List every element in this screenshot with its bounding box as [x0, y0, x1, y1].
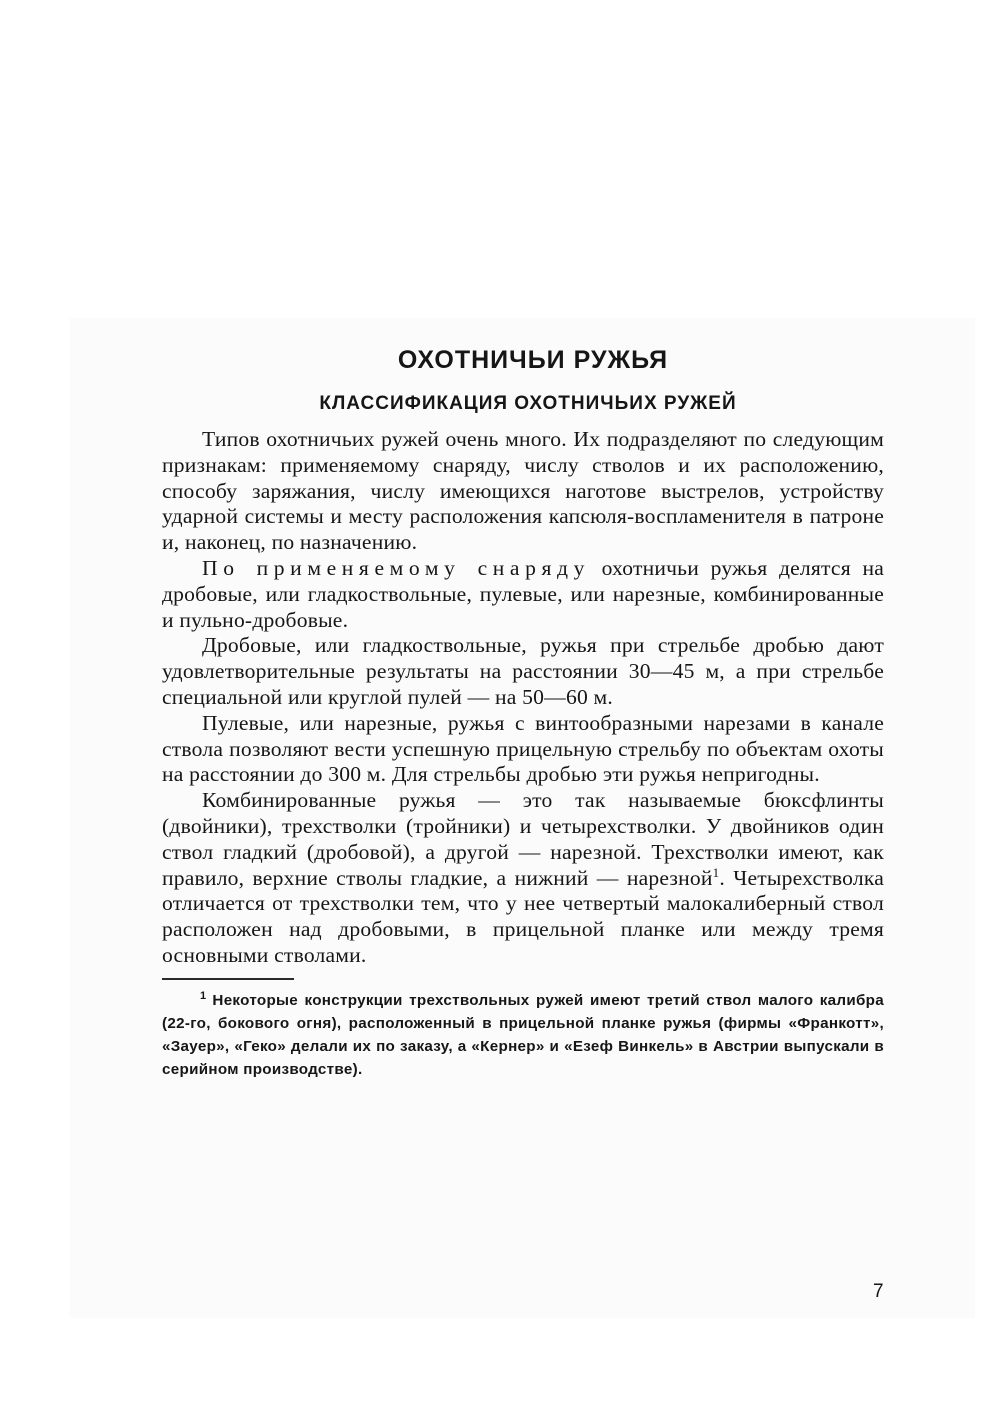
- page-number: 7: [873, 1281, 884, 1302]
- paragraph-2-text: охотничьи ружья делятся на дробовые, или гладкоствольные, пулевые, или нарезные, комбинированные и пульно-дробовые.: [162, 555, 885, 632]
- paragraph-5-text-end: . Четырехстволка отличается от трехстволки тем, что у нее четвертый малокалиберный ствол расположен над дробовыми, в прицельной планке или между тремя основными стволами.: [162, 865, 884, 967]
- paragraph-5: [162, 788, 884, 969]
- footnote: [162, 989, 884, 1081]
- paragraph-1: Типов охотничьих ружей очень много. Их подразделяют по следующим признакам: применяемому снаряду, числу стволов и их расположению, способу заряжания, числу имеющихся наготове выстрелов, устройству ударной системы и месту расположения капсюля-воспламенителя в патроне и, наконец, по назначению.: [162, 427, 884, 555]
- footnote-reference[interactable]: 1: [712, 864, 720, 880]
- spaced-emphasis: По применяемому снаряду: [202, 555, 591, 580]
- paragraph-2: [162, 556, 884, 633]
- paragraph-4: Пулевые, или нарезные, ружья с винтообразными нарезами в канале ствола позволяют вести успешную прицельную стрельбу по объектам охоты на расстоянии до 300 м. Для стрельбы дробью эти ружья непригодны.: [162, 710, 884, 787]
- footnote-divider: [162, 978, 294, 980]
- section-title: КЛАССИФИКАЦИЯ ОХОТНИЧЬИХ РУЖЕЙ: [319, 393, 737, 414]
- chapter-title: ОХОТНИЧЬИ РУЖЬЯ: [397, 346, 669, 374]
- footnote-text: Некоторые конструкции трехствольных ружей имеют третий ствол малого калибра (22-го, бокового огня), расположенный в прицельной планке ружья (фирмы «Франкотт», «Зауер», «Геко» делали их по заказу, а «Кернер» и «Езеф Винкель» в Австрии выпускали в серийном производстве).: [162, 991, 884, 1078]
- page-content: [162, 340, 884, 1081]
- paragraph-5-text-start: Комбинированные ружья — это так называемые бюксфлинты (двойники), трехстволки (тройники) и четырехстволки. У двойников один ствол гладкий (дробовой), а другой — нарезной. Трехстволки имеют, как правило, верхние стволы гладкие, а нижний — нарезной: [162, 788, 884, 890]
- paragraph-3: Дробовые, или гладкоствольные, ружья при стрельбе дробью дают удовлетворительные результаты на расстоянии 30—45 м, а при стрельбе специальной или круглой пулей — на 50—60 м.: [162, 633, 884, 709]
- footnote-mark: 1: [200, 989, 207, 1002]
- body-text: [162, 427, 884, 969]
